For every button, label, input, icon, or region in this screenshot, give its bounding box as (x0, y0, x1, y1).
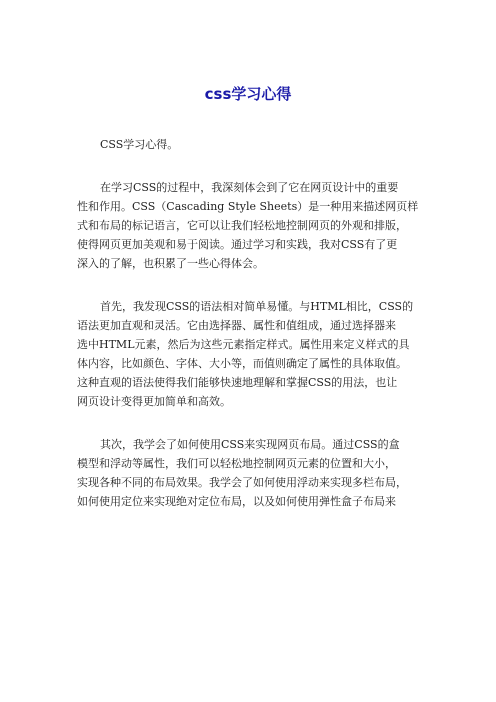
paragraph-1-line-5: 深入的了解，也积累了一些心得体会。 (77, 257, 264, 270)
intro-line: CSS学习心得。 (100, 138, 179, 151)
paragraph-1-line-3: 式和布局的标记语言，它可以让我们轻松地控制网页的外观和排版， (77, 219, 407, 232)
paragraph-2-line-4: 体内容，比如颜色、字体、大小等，而值则确定了属性的具体取值。 (77, 357, 407, 370)
paragraph-1-line-4: 使得网页更加美观和易于阅读。通过学习和实践，我对CSS有了更 (77, 238, 398, 251)
paragraph-2-line-3: 选中HTML元素，然后为这些元素指定样式。属性用来定义样式的具 (77, 338, 410, 351)
paragraph-1-line-2: 性和作用。CSS（Cascading Style Sheets）是一种用来描述网页样 (77, 200, 419, 213)
document-title: css学习心得 (204, 85, 292, 103)
paragraph-2-line-2: 语法更加直观和灵活。它由选择器、属性和值组成，通过选择器来 (77, 319, 396, 332)
paragraph-2-line-5: 这种直观的语法使得我们能够快速地理解和掌握CSS的用法，也让 (77, 376, 398, 389)
paragraph-3-line-1: 其次，我学会了如何使用CSS来实现网页布局。通过CSS的盒 (100, 438, 400, 451)
paragraph-2-line-6: 网页设计变得更加简单和高效。 (77, 395, 231, 408)
paragraph-2-line-1: 首先，我发现CSS的语法相对简单易懂。与HTML相比，CSS的 (100, 300, 414, 313)
paragraph-3-line-3: 实现各种不同的布局效果。我学会了如何使用浮动来实现多栏布局， (77, 476, 407, 489)
paragraph-3-line-2: 模型和浮动等属性，我们可以轻松地控制网页元素的位置和大小， (77, 457, 396, 470)
paragraph-3-line-4: 如何使用定位来实现绝对定位布局，以及如何使用弹性盒子布局来 (77, 495, 396, 508)
paragraph-1-line-1: 在学习CSS的过程中，我深刻体会到了它在网页设计中的重要 (100, 181, 399, 194)
